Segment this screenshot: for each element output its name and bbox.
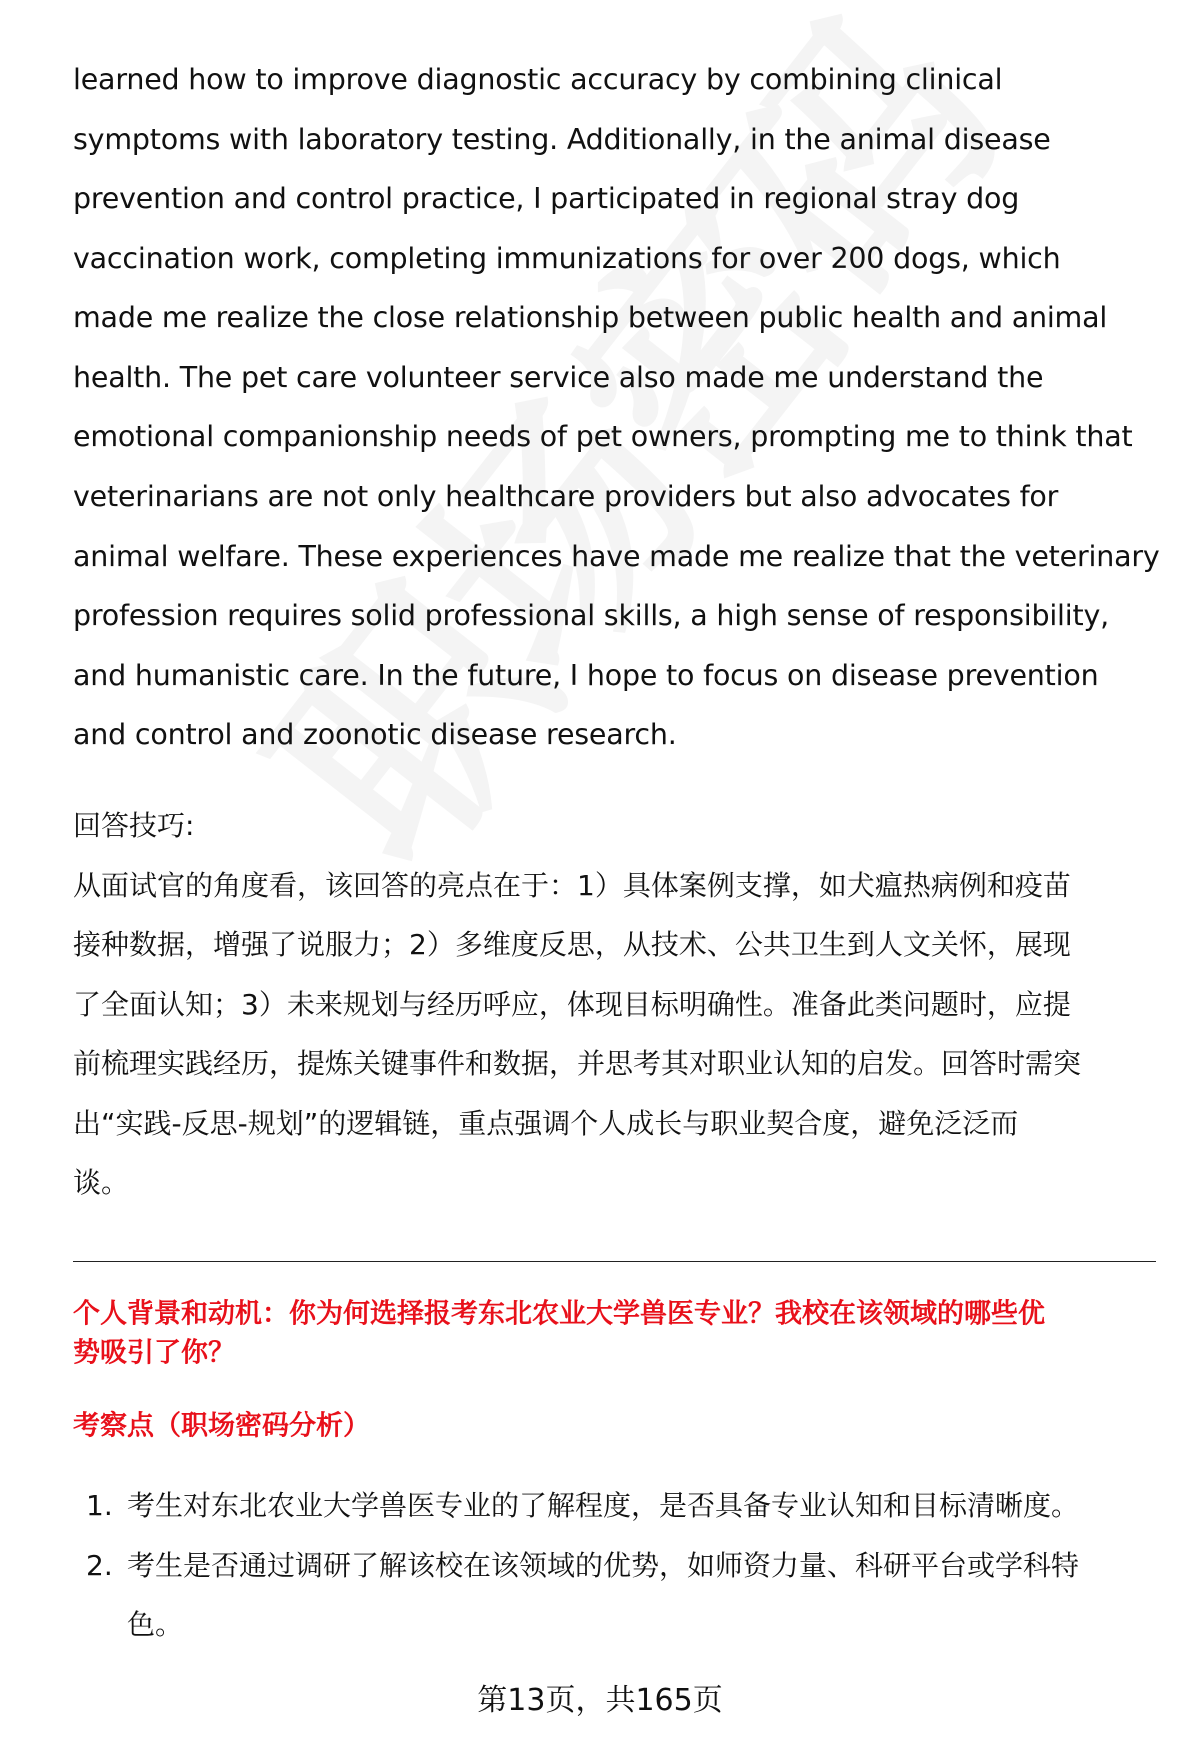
list-item: 考生是否通过调研了解该校在该领域的优势，如师资力量、科研平台或学科特 bbox=[127, 1549, 1080, 1582]
paragraph-line: health. The pet care volunteer service also made me understand the bbox=[73, 360, 1044, 394]
list-number: 2. bbox=[86, 1549, 113, 1582]
tips-line: 前梳理实践经历，提炼关键事件和数据，并思考其对职业认知的启发。回答时需突 bbox=[73, 1047, 1082, 1080]
paragraph-line: and humanistic care. In the future, I hope to focus on disease prevention bbox=[73, 658, 1099, 692]
tips-line: 出“实践-反思-规划”的逻辑链，重点强调个人成长与职业契合度，避免泛泛而 bbox=[73, 1107, 1019, 1140]
tips-line: 接种数据，增强了说服力；2）多维度反思，从技术、公共卫生到人文关怀，展现 bbox=[73, 928, 1071, 961]
analysis-heading: 考察点（职场密码分析） bbox=[73, 1410, 370, 1442]
list-item: 考生对东北农业大学兽医专业的了解程度，是否具备专业认知和目标清晰度。 bbox=[127, 1489, 1080, 1522]
paragraph-line: veterinarians are not only healthcare providers but also advocates for bbox=[73, 479, 1059, 513]
question-line: 势吸引了你？ bbox=[73, 1337, 235, 1369]
paragraph-line: learned how to improve diagnostic accuracy by combining clinical bbox=[73, 62, 1003, 96]
paragraph-line: vaccination work, completing immunizations for over 200 dogs, which bbox=[73, 241, 1061, 275]
tips-label: 回答技巧: bbox=[73, 809, 195, 842]
list-number: 1. bbox=[86, 1489, 113, 1522]
tips-line: 从面试官的角度看，该回答的亮点在于：1）具体案例支撑，如犬瘟热病例和疫苗 bbox=[73, 869, 1071, 902]
list-item: 色。 bbox=[127, 1608, 184, 1641]
paragraph-line: prevention and control practice, I participated in regional stray dog bbox=[73, 181, 1020, 215]
paragraph-line: animal welfare. These experiences have made me realize that the veterinary bbox=[73, 539, 1160, 573]
page-footer: 第13页，共165页 bbox=[477, 1683, 723, 1718]
paragraph-line: emotional companionship needs of pet owners, prompting me to think that bbox=[73, 419, 1133, 453]
question-line: 个人背景和动机：你为何选择报考东北农业大学兽医专业？我校在该领域的哪些优 bbox=[73, 1298, 1045, 1330]
tips-line: 了全面认知；3）未来规划与经历呼应，体现目标明确性。准备此类问题时，应提 bbox=[73, 988, 1071, 1021]
paragraph-line: profession requires solid professional skills, a high sense of responsibility, bbox=[73, 598, 1109, 632]
section-divider bbox=[73, 1261, 1156, 1262]
paragraph-line: symptoms with laboratory testing. Additionally, in the animal disease bbox=[73, 122, 1051, 156]
paragraph-line: and control and zoonotic disease research. bbox=[73, 717, 677, 751]
paragraph-line: made me realize the close relationship between public health and animal bbox=[73, 300, 1108, 334]
tips-line: 谈。 bbox=[73, 1166, 130, 1199]
